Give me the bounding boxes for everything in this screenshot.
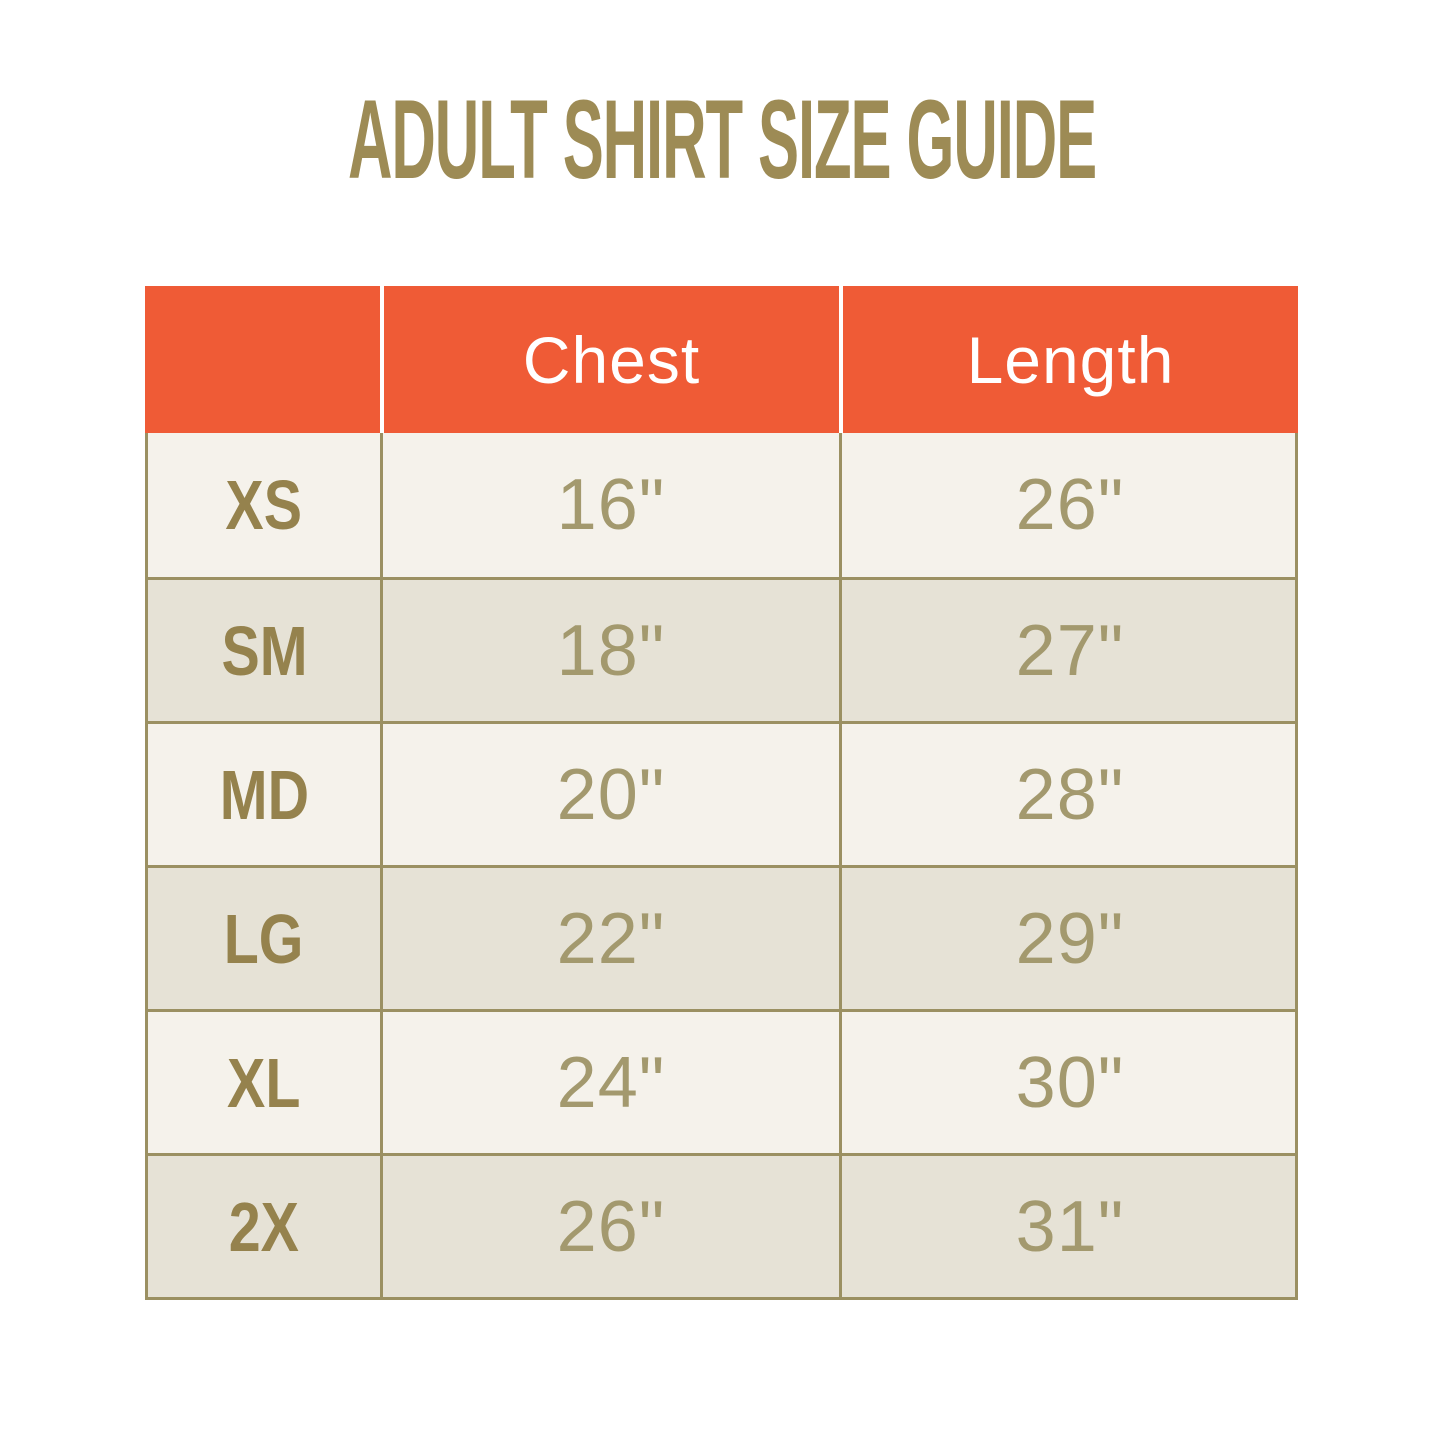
table-row-2x: [148, 1153, 1295, 1297]
length-value: 31": [1015, 1186, 1125, 1267]
header-cell-length: Length: [839, 286, 1298, 433]
length-value: 28": [1015, 754, 1125, 835]
chest-cell: [380, 1156, 839, 1297]
chest-value: 20": [556, 754, 666, 835]
size-label: MD: [219, 755, 309, 834]
size-cell: [148, 1156, 380, 1297]
table-row-lg: [148, 865, 1295, 1009]
size-cell: [148, 868, 380, 1009]
chest-cell: [380, 724, 839, 865]
table-row-sm: [148, 577, 1295, 721]
length-value: 29": [1015, 898, 1125, 979]
length-cell: [839, 580, 1298, 721]
size-label: XL: [227, 1043, 301, 1122]
size-label: XS: [225, 466, 303, 544]
size-label: 2X: [228, 1187, 300, 1266]
size-guide-page: [0, 77, 1445, 1445]
chest-value: 26": [556, 1186, 666, 1267]
table-body: [145, 433, 1298, 1300]
size-cell: [148, 580, 380, 721]
length-cell: [839, 724, 1298, 865]
size-label: LG: [224, 899, 304, 978]
size-label: SM: [220, 611, 308, 690]
length-value: 26": [1015, 465, 1125, 545]
length-value: 30": [1015, 1042, 1125, 1123]
size-cell: [148, 433, 380, 577]
chest-value: 22": [556, 898, 666, 979]
size-cell: [148, 724, 380, 865]
chest-value: 18": [556, 610, 666, 691]
length-cell: [839, 1156, 1298, 1297]
chest-cell: [380, 580, 839, 721]
table-header-row: [145, 286, 1298, 433]
length-cell: [839, 1012, 1298, 1153]
header-cell-chest: Chest: [380, 286, 839, 433]
title-container: [0, 77, 1445, 202]
table-row-xl: [148, 1009, 1295, 1153]
length-cell: [839, 868, 1298, 1009]
page-title: ADULT SHIRT SIZE GUIDE: [348, 77, 1097, 202]
chest-cell: [380, 1012, 839, 1153]
table-row-md: [148, 721, 1295, 865]
size-cell: [148, 1012, 380, 1153]
size-guide-table: [145, 286, 1298, 1300]
chest-cell: [380, 433, 839, 577]
table-row-xs: [148, 433, 1295, 577]
length-value: 27": [1015, 610, 1125, 691]
header-cell-size: [145, 286, 380, 433]
length-cell: [839, 433, 1298, 577]
chest-cell: [380, 868, 839, 1009]
chest-value: 16": [556, 465, 666, 545]
chest-value: 24": [556, 1042, 666, 1123]
